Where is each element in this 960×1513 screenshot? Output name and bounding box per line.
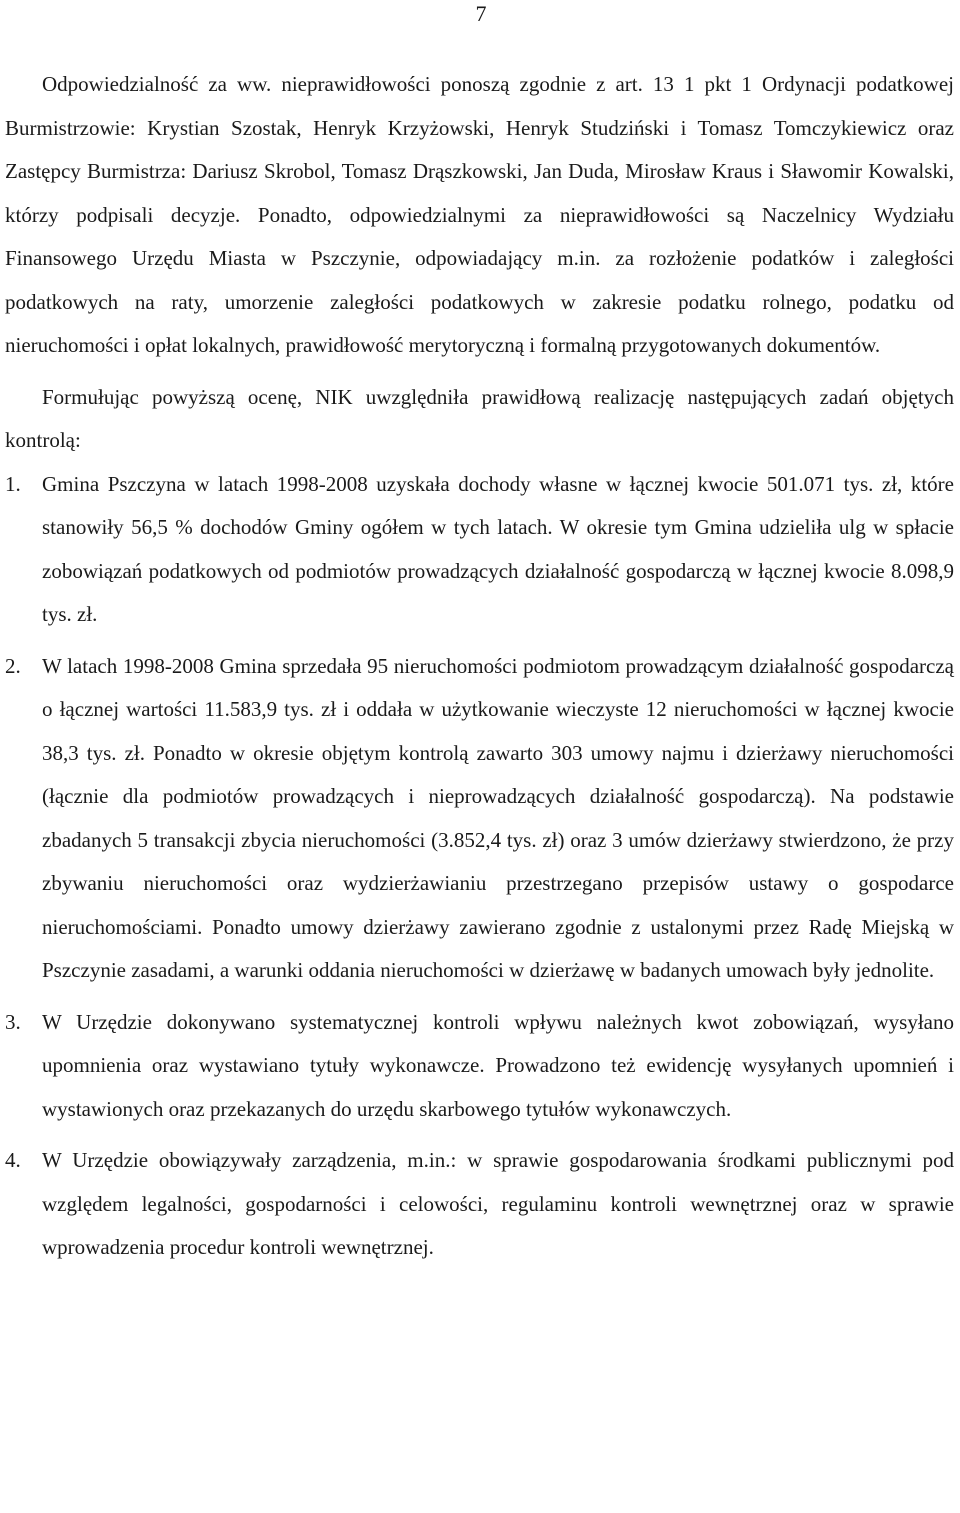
list-item <box>5 463 954 637</box>
evaluation-intro-paragraph: Formułując powyższą ocenę, NIK uwzględniła prawidłową realizację następujących zadań objętych kontrolą: <box>5 384 954 452</box>
list-item-number: 3. <box>5 1009 21 1034</box>
page-number: 7 <box>475 1 487 26</box>
responsibility-paragraph: Odpowiedzialność za ww. nieprawidłowości ponoszą zgodnie z art. 13 1 pkt 1 Ordynacji podatkowej Burmistrzowie: Krystian Szostak, Henryk Krzyżowski, Henryk Studziński i Tomasz Tomczykiewicz oraz Zastępcy Burmistrza: Dariusz Skrobol, Tomasz Drąszkowski, Jan Duda, Mirosław Kraus i Sławomir Kowalski, którzy podpisali decyzje. Ponadto, odpowiedzialnymi za nieprawidłowości są Naczelnicy Wydziału Finansowego Urzędu Miasta w Pszczynie, odpowiadający m.in. za rozłożenie podatków i zaległości podatkowych na raty, umorzenie zaległości podatkowych w zakresie podatku rolnego, podatku od nieruchomości i opłat lokalnych, prawidłowość merytoryczną i formalną przygotowanych dokumentów. <box>5 72 954 357</box>
document-body <box>5 63 954 1270</box>
list-item-text: W latach 1998-2008 Gmina sprzedała 95 nieruchomości podmiotom prowadzącym działalność gospodarczą o łącznej wartości 11.583,9 tys. zł i oddała w użytkowanie wieczyste 12 nieruchomości w łącznej kwocie 38,3 tys. zł. Ponadto w okresie objętym kontrolą zawarto 303 umowy najmu i dzierżawy nieruchomości (łącznie dla podmiotów prowadzących i nieprowadzących działalność gospodarczą). Na podstawie zbadanych 5 transakcji zbycia nieruchomości (3.852,4 tys. zł) oraz 3 umów dzierżawy stwierdzono, że przy zbywaniu nieruchomości oraz wydzierżawianiu przestrzegano przepisów ustawy o gospodarce nieruchomościami. Ponadto umowy dzierżawy zawierano zgodnie z ustalonymi przez Radę Miejską w Pszczynie zasadami, a warunki oddania nieruchomości w dzierżawę w badanych umowach były jednolite. <box>42 653 954 982</box>
list-item <box>5 645 954 993</box>
list-item <box>5 1139 954 1270</box>
list-item-number: 2. <box>5 653 21 678</box>
list-item-number: 4. <box>5 1148 21 1172</box>
list-item-text: Gmina Pszczyna w latach 1998-2008 uzyskała dochody własne w łącznej kwocie 501.071 tys. zł, które stanowiły 56,5 % dochodów Gminy ogółem w tych latach. W okresie tym Gmina udzieliła ulg w spłacie zobowiązań podatkowych od podmiotów prowadzących działalność gospodarczą w łącznej kwocie 8.098,9 tys. zł. <box>42 471 954 626</box>
list-item-text: W Urzędzie dokonywano systematycznej kontroli wpływu należnych kwot zobowiązań, wysyłano upomnienia oraz wystawiano tytuły wykonawcze. Prowadzono też ewidencję wysyłanych upomnień i wystawionych oraz przekazanych do urzędu skarbowego tytułów wykonawczych. <box>42 1009 954 1121</box>
list-item <box>5 1001 954 1132</box>
list-item-text: W Urzędzie obowiązywały zarządzenia, m.in.: w sprawie gospodarowania środkami publicznymi pod względem legalności, gospodarności i celowości, regulaminu kontroli wewnętrznej oraz w sprawie wprowadzenia procedur kontroli wewnętrznej. <box>42 1148 954 1259</box>
numbered-list <box>5 463 954 1270</box>
list-item-number: 1. <box>5 471 21 496</box>
